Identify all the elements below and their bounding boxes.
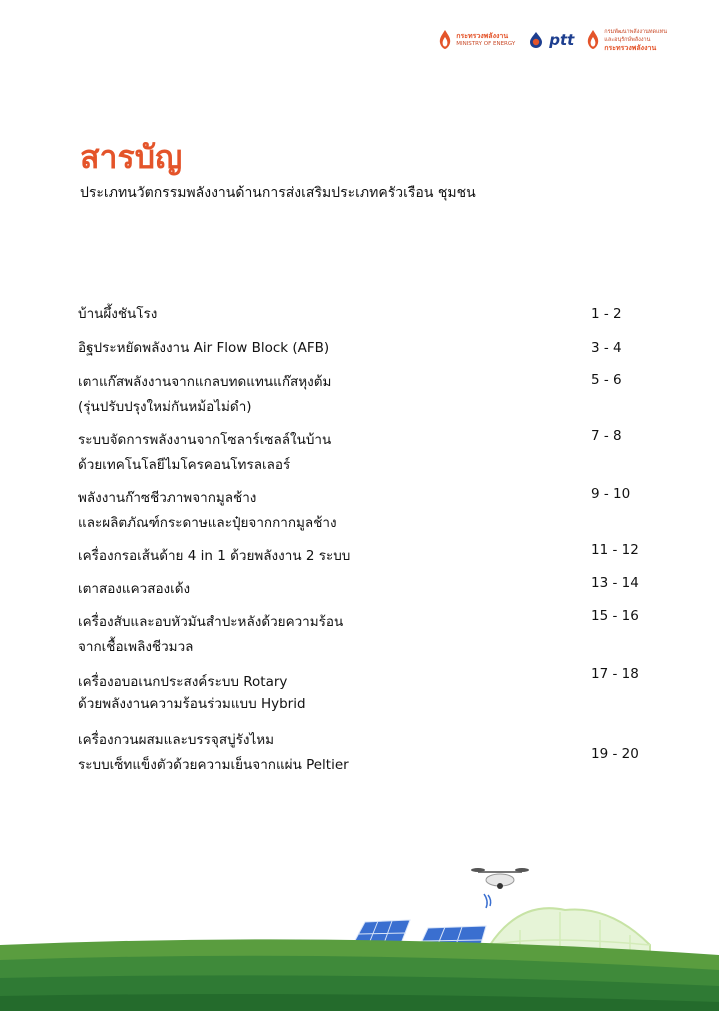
toc-entry-pages: 13 - 14 — [591, 575, 639, 591]
ptt-logo-text: ptt — [549, 31, 575, 49]
toc-entry-pages: 19 - 20 — [591, 746, 639, 762]
toc-entry-line1: เครื่องกรอเส้นด้าย 4 in 1 ด้วยพลังงาน 2 ระบบ — [78, 548, 351, 564]
logo3-line2: และอนุรักษ์พลังงาน — [604, 37, 651, 43]
ptt-logo — [527, 31, 574, 49]
drone-icon — [471, 868, 529, 908]
toc-entry-pages: 11 - 12 — [591, 542, 639, 558]
logo3-line1: กรมพัฒนาพลังงานทดแทน — [604, 29, 667, 35]
toc-entry-pages: 1 - 2 — [591, 306, 622, 322]
toc-entry-pages: 5 - 6 — [591, 372, 622, 388]
toc-entry-pages: 15 - 16 — [591, 608, 639, 624]
toc-entry-line2: (รุ่นปรับปรุงใหม่กันหม้อไม่ดำ) — [78, 399, 252, 415]
ministry-of-energy-logo — [438, 30, 515, 50]
logo1-line2: MINISTRY OF ENERGY — [456, 41, 516, 47]
toc-entry-line1: เตาสองแควสองเด้ง — [78, 581, 191, 597]
flame-icon — [438, 30, 452, 50]
toc-entry-pages: 3 - 4 — [591, 340, 622, 356]
landscape-illustration — [0, 850, 719, 1011]
toc-entry-line1: เครื่องสับและอบหัวมันสำปะหลังด้วยความร้อน — [78, 614, 344, 630]
page-subtitle: ประเภทนวัตกรรมพลังงานด้านการส่งเสริมประเภทครัวเรือน ชุมชน — [80, 185, 476, 201]
toc-entry-line2: จากเชื้อเพลิงชีวมวล — [78, 639, 194, 655]
toc-entry-line2: ด้วยพลังงานความร้อนร่วมแบบ Hybrid — [78, 696, 306, 712]
ptt-drop-icon — [527, 31, 545, 49]
toc-entry-pages: 7 - 8 — [591, 428, 622, 444]
toc-entry-pages: 9 - 10 — [591, 486, 631, 502]
toc-entry-line1: ระบบจัดการพลังงานจากโซลาร์เซลล์ในบ้าน — [78, 432, 332, 448]
toc-entry-line1: พลังงานก๊าซชีวภาพจากมูลช้าง — [78, 490, 257, 506]
toc-entry-line1: บ้านผึ้งชันโรง — [78, 306, 158, 322]
toc-entry-line2: ด้วยเทคโนโลยีไมโครคอนโทรลเลอร์ — [78, 457, 291, 473]
dede-logo — [586, 28, 667, 52]
logo1-line1: กระทรวงพลังงาน — [456, 32, 509, 40]
toc-entry-line1: เครื่องอบอเนกประสงค์ระบบ Rotary — [78, 674, 288, 690]
toc-entry-line1: อิฐประหยัดพลังงาน Air Flow Block (AFB) — [78, 340, 330, 356]
toc-entry-pages: 17 - 18 — [591, 666, 639, 682]
toc-entry-line1: เครื่องกวนผสมและบรรจุสบู่รังไหม — [78, 732, 275, 748]
header-logos — [438, 28, 667, 52]
toc-entry-line2: ระบบเซ็ทแข็งตัวด้วยความเย็นจากแผ่น Peltier — [78, 757, 349, 773]
toc-entry-line1: เตาแก๊สพลังงานจากแกลบทดแทนแก๊สหุงต้ม — [78, 374, 332, 390]
toc-entry-line2: และผลิตภัณฑ์กระดาษและปุ๋ยจากกากมูลช้าง — [78, 515, 337, 531]
page-title: สารบัญ — [80, 138, 183, 176]
flame-icon — [586, 30, 600, 50]
logo3-line3: กระทรวงพลังงาน — [604, 44, 657, 52]
